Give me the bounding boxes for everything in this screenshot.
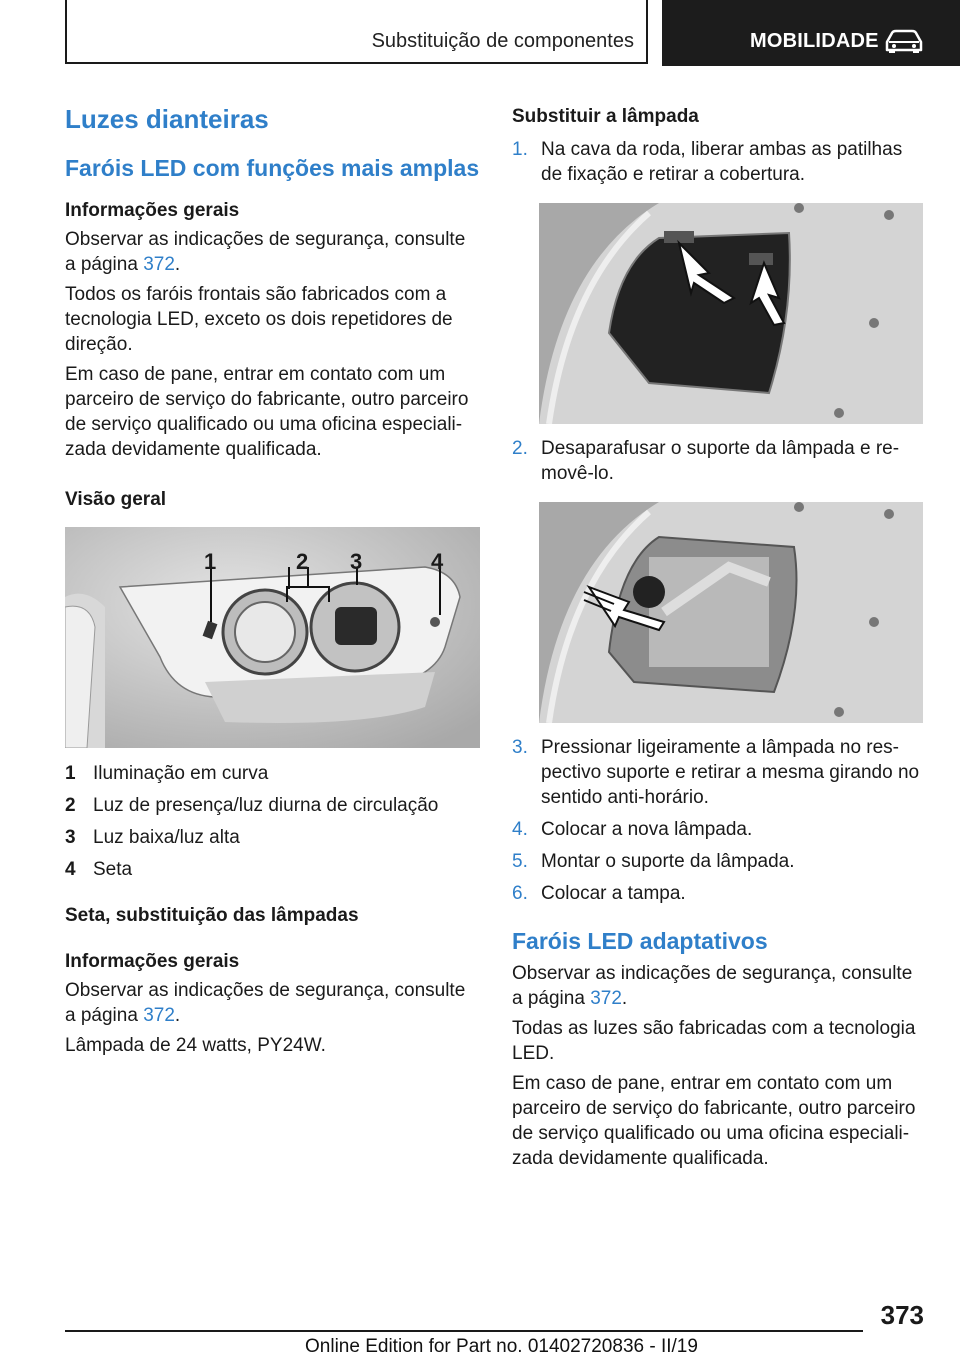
legend-item [65, 761, 480, 786]
turn-safety-note-period: . [174, 1005, 181, 1026]
legend-text: Luz baixa/luz alta [93, 827, 240, 848]
step-number: 1. [512, 139, 528, 160]
step-text: Colocar a tampa. [541, 883, 686, 904]
legend-text: Seta [93, 859, 133, 880]
legend-number: 4 [65, 859, 76, 880]
step-number: 5. [512, 851, 528, 872]
headlight-illustration [65, 527, 480, 748]
step-number: 6. [512, 883, 528, 904]
legend-number: 3 [65, 827, 76, 848]
step-item [512, 137, 924, 187]
callout-2: 2 [296, 549, 309, 574]
legend-text: Iluminação em curva [93, 763, 269, 784]
page-title: Luzes dianteiras [65, 104, 269, 134]
bulb-holder-image [539, 502, 923, 723]
adaptive-safety-note-period: . [621, 988, 628, 1009]
step-text: Montar o suporte da lâmpada. [541, 851, 795, 872]
bulb-spec-text: Lâmpada de 24 watts, PY24W. [65, 1035, 326, 1056]
callout-4: 4 [431, 549, 444, 574]
turn-signal-heading: Seta, substituição das lâmpadas [65, 905, 359, 926]
legend-number: 1 [65, 763, 76, 784]
section-title-adaptive-led: Faróis LED adaptativos [512, 928, 768, 954]
header-chapter-title: MOBILIDADE [750, 30, 879, 52]
wheel-arch-cover-image [539, 203, 923, 424]
step-item [512, 849, 924, 874]
safety-note-text: Observar as indicações de segurança, consulte a página [65, 229, 466, 275]
callout-1: 1 [204, 549, 217, 574]
right-column [512, 100, 924, 1171]
header-chapter-tab [662, 0, 960, 66]
left-column [65, 100, 480, 1058]
callout-3: 3 [350, 549, 363, 574]
turn-general-info-heading: Informações gerais [65, 951, 240, 972]
legend-item [65, 793, 480, 818]
safety-note-period: . [174, 254, 181, 275]
adaptive-safety-note [512, 961, 924, 1011]
adaptive-led-text: Todas as luzes são fabricadas com a tecnologia LED. [512, 1018, 916, 1064]
breakdown-text: Em caso de pane, entrar em contato com um parceiro de serviço do fabricante, outro parceiro de serviço qualificado ou uma oficina especiali-zada devidamente qualificada. [65, 364, 469, 460]
headlight-overview-image [65, 527, 480, 748]
step-number: 3. [512, 737, 528, 758]
step-text: Desaparafusar o suporte da lâmpada e re-movê-lo. [541, 438, 900, 484]
cover-illustration [539, 203, 923, 424]
legend-number: 2 [65, 795, 76, 816]
step-item [512, 436, 924, 486]
safety-note [65, 227, 480, 277]
adaptive-breakdown-text: Em caso de pane, entrar em contato com um parceiro de serviço do fabricante, outro parceiro de serviço qualificado ou uma oficina especiali-zada devidamente qualificada. [512, 1073, 916, 1169]
step-number: 2. [512, 438, 528, 459]
page-link-372[interactable]: 372 [143, 1005, 175, 1026]
turn-safety-note-text: Observar as indicações de segurança, consulte a página [65, 980, 466, 1026]
step-item [512, 735, 924, 810]
turn-safety-note [65, 978, 480, 1028]
header-section-tab [65, 0, 648, 64]
adaptive-safety-note-text: Observar as indicações de segurança, consulte a página [512, 963, 913, 1009]
step-text: Na cava da roda, liberar ambas as patilhas de fixação e retirar a cobertura. [541, 139, 903, 185]
overview-heading: Visão geral [65, 489, 167, 510]
legend-item [65, 825, 480, 850]
legend-text: Luz de presença/luz diurna de circulação [93, 795, 439, 816]
step-item [512, 881, 924, 906]
bulb-holder-illustration [539, 502, 923, 723]
section-title-led-headlights: Faróis LED com funções mais amplas [65, 155, 480, 181]
led-technology-text: Todos os faróis frontais são fabricados com a tecnologia LED, exceto os dois repetidores de direção. [65, 284, 453, 355]
step-text: Colocar a nova lâmpada. [541, 819, 753, 840]
step-number: 4. [512, 819, 528, 840]
legend-item [65, 857, 480, 882]
footer-divider [65, 1330, 863, 1332]
legend-list [65, 761, 480, 882]
page-number: 373 [880, 1300, 924, 1330]
edition-note: Online Edition for Part no. 01402720836 - II/19 [305, 1336, 698, 1357]
car-icon [884, 28, 924, 54]
page-link-372[interactable]: 372 [590, 988, 622, 1009]
page-link-372[interactable]: 372 [143, 254, 175, 275]
header-section-title: Substituição de componentes [371, 30, 634, 52]
general-info-heading: Informações gerais [65, 200, 240, 221]
step-text: Pressionar ligeiramente a lâmpada no res-pectivo suporte e retirar a mesma girando no sentido anti-horário. [541, 737, 920, 808]
step-item [512, 817, 924, 842]
replace-bulb-heading: Substituir a lâmpada [512, 106, 699, 127]
